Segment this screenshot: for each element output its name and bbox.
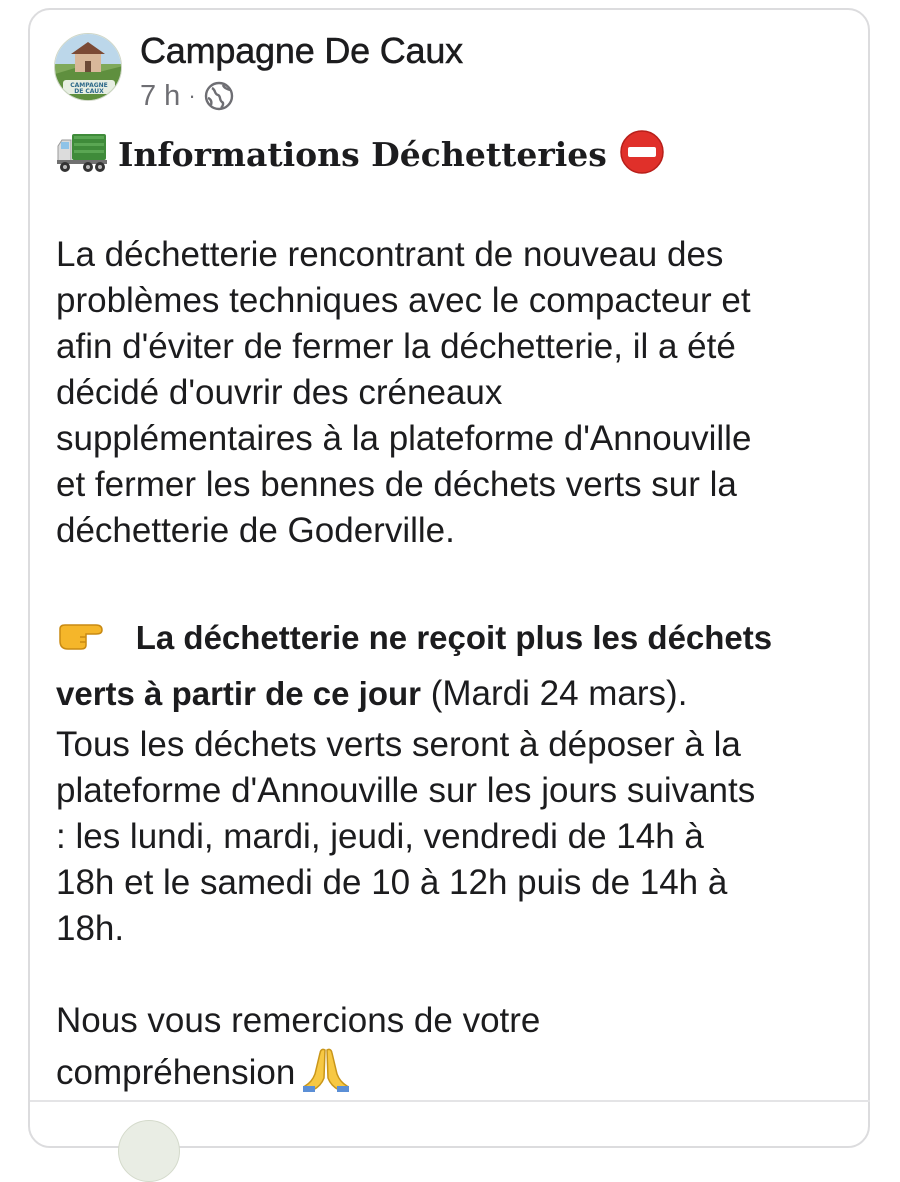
globe-icon[interactable]	[204, 81, 234, 111]
no-entry-icon	[619, 129, 665, 180]
meta-separator: ·	[188, 83, 196, 108]
pointing-right-icon	[56, 618, 136, 657]
post-closing	[56, 998, 856, 1096]
post-time[interactable]: 7 h	[140, 79, 181, 112]
emphasis-line-1: La déchetterie ne reçoit plus les déchets	[135, 619, 773, 656]
post-paragraph: La déchetterie rencontrant de nouveau des problèmes techniques avec le compacteur et afin d'éviter de fermer la déchetterie, il a été décidé d'ouvrir des créneaux supplémentaires à la plateforme d'Annouville et fermer les bennes de déchets verts sur la déchetterie de Goderville.	[56, 235, 752, 550]
emphasis-line-2: verts à partir de ce jour	[56, 675, 421, 712]
post-paragraph: Tous les déchets verts seront à déposer à la plateforme d'Annouville sur les jours suivants : les lundi, mardi, jeudi, vendredi de 14h à 18h et le samedi de 10 à 12h puis de 14h à 18h.	[56, 725, 756, 948]
paragraph-gap	[56, 554, 856, 600]
post-emphasis	[56, 610, 856, 722]
svg-text:DE CAUX: DE CAUX	[74, 88, 104, 95]
next-post-avatar[interactable]	[118, 1120, 180, 1182]
post-heading-text: Informations Déchetteries	[118, 134, 607, 174]
post-divider	[30, 1100, 870, 1102]
truck-icon	[56, 130, 108, 179]
svg-text:CAMPAGNE: CAMPAGNE	[70, 82, 108, 89]
paragraph-gap	[56, 952, 856, 998]
closing-text: Nous vous remercions de votre compréhension	[56, 1001, 541, 1092]
post-body	[56, 232, 856, 1096]
post-meta	[140, 78, 234, 114]
post-heading	[56, 130, 665, 178]
folded-hands-icon	[295, 1053, 351, 1092]
page-name[interactable]: Campagne De Caux	[140, 30, 463, 71]
page-avatar[interactable]	[54, 33, 122, 101]
emphasis-date: (Mardi 24 mars).	[420, 674, 688, 713]
